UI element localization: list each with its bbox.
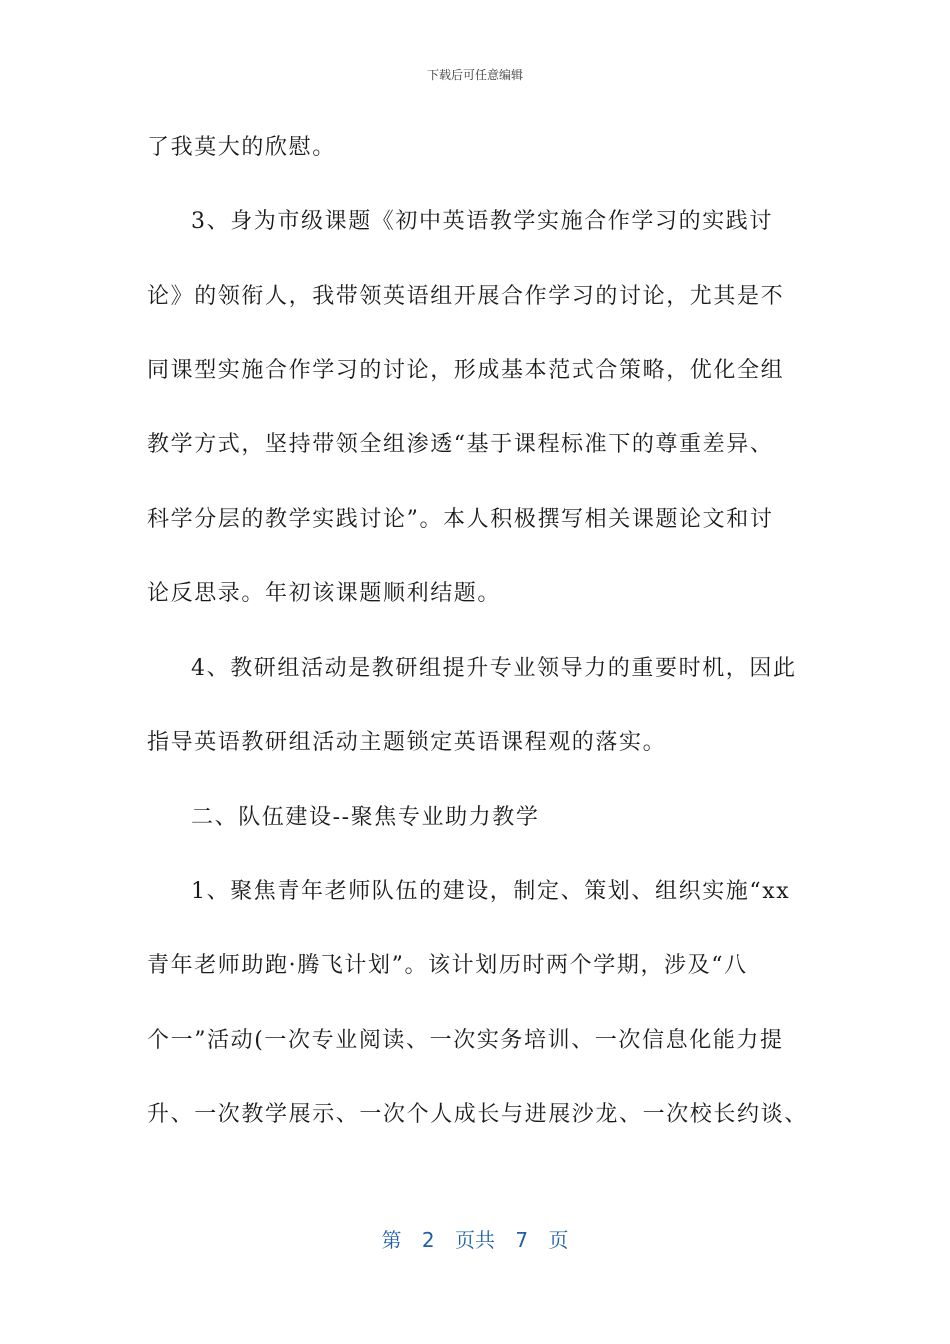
section-heading: 二、队伍建设--聚焦专业助力教学 <box>191 805 540 830</box>
text-line: 3、身为市级课题《初中英语教学实施合作学习的实践讨 <box>191 209 773 234</box>
text-line: 了我莫大的欣慰。 <box>147 135 336 160</box>
page-header: 下载后可任意编辑 <box>426 68 523 82</box>
current-page-number: 2 <box>421 1228 435 1252</box>
page-footer <box>0 1224 950 1253</box>
text-line: 教学方式，坚持带领全组渗透“基于课程标准下的尊重差异、 <box>147 432 774 457</box>
page-label-prefix: 第 <box>381 1228 402 1252</box>
text-line: 个一”活动(一次专业阅读、一次实务培训、一次信息化能力提 <box>147 1028 784 1053</box>
text-line: 科学分层的教学实践讨论”。本人积极撰写相关课题论文和讨 <box>147 507 774 532</box>
text-line: 4、教研组活动是教研组提升专业领导力的重要时机，因此 <box>191 656 797 681</box>
page-label-mid: 页共 <box>455 1228 495 1252</box>
text-line: 同课型实施合作学习的讨论，形成基本范式合策略，优化全组 <box>147 358 785 383</box>
text-line: 1、聚焦青年老师队伍的建设，制定、策划、组织实施“xx <box>191 879 791 904</box>
total-pages-number: 7 <box>515 1228 529 1252</box>
text-line: 指导英语教研组活动主题锁定英语课程观的落实。 <box>147 730 667 755</box>
page-label-suffix: 页 <box>548 1228 569 1252</box>
text-line: 升、一次教学展示、一次个人成长与进展沙龙、一次校长约谈、 <box>147 1102 808 1127</box>
text-line: 青年老师助跑·腾飞计划”。该计划历时两个学期，涉及“八 <box>147 953 748 978</box>
text-line: 论反思录。年初该课题顺利结题。 <box>147 581 502 606</box>
text-line: 论》的领衔人，我带领英语组开展合作学习的讨论，尤其是不 <box>147 284 785 309</box>
